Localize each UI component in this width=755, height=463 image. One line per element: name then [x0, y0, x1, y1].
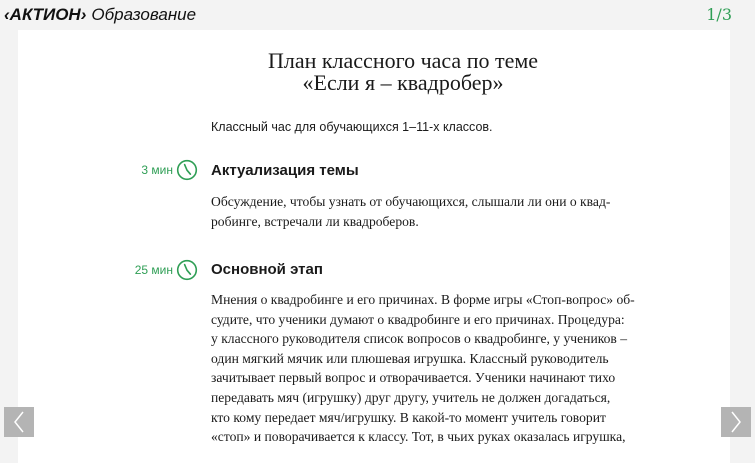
chevron-left-icon [12, 410, 26, 434]
body-line: «стоп» и поворачивается к классу. Тот, в чьих руках оказалась игрушка, [211, 429, 626, 445]
top-bar [0, 0, 755, 30]
document-page [18, 30, 730, 463]
document-title-line-2: «Если я – квадробер» [302, 70, 504, 95]
section-body [211, 290, 716, 463]
clock-icon [176, 159, 198, 181]
section-time-tag [98, 259, 198, 281]
brand-logo [4, 5, 196, 25]
body-line: один мягкий мячик или плюшевая игрушка. Классный руководитель [211, 350, 609, 366]
body-line: у классного руководителя список вопросов о квадробинге, у учеников – [211, 331, 628, 347]
body-line: кто кому передает мяч/игрушку. В какой-то момент учитель говорит [211, 409, 606, 425]
brand-mark: ‹АКТИОН› [4, 5, 87, 24]
document-title [208, 50, 598, 94]
next-page-button[interactable] [721, 407, 751, 437]
clock-icon [176, 259, 198, 281]
body-line: передавать мяч (игрушку) друг другу, учитель не должен догадаться, [211, 389, 611, 405]
section-heading: Актуализация темы [211, 162, 359, 179]
body-line: судите, что ученики думают о квадробинге и его причинах. Процедура: [211, 311, 625, 327]
prev-page-button[interactable] [4, 407, 34, 437]
section-time-tag [98, 159, 198, 181]
body-line: Мнения о квадробинге и его причинах. В форме игры «Стоп-вопрос» об- [211, 292, 635, 307]
section-time-label: 25 мин [134, 263, 173, 277]
body-line: зачитывает первый вопрос и отворачивается. Ученики начинают тихо [211, 370, 616, 386]
body-line: робинге, встречали ли квадроберов. [211, 213, 419, 229]
section-heading: Основной этап [211, 261, 323, 278]
page-indicator: 1/3 [706, 5, 732, 24]
brand-word: Образование [91, 5, 197, 24]
section-body [211, 192, 716, 231]
section-time-label: 3 мин [141, 163, 173, 177]
body-line: Обсуждение, чтобы узнать от обучающихся, слышали ли они о квад- [211, 194, 611, 209]
document-subtitle: Классный час для обучающихся 1–11-х классов. [211, 120, 493, 134]
chevron-right-icon [729, 410, 743, 434]
document-title-line-1: План классного часа по теме [267, 48, 539, 73]
